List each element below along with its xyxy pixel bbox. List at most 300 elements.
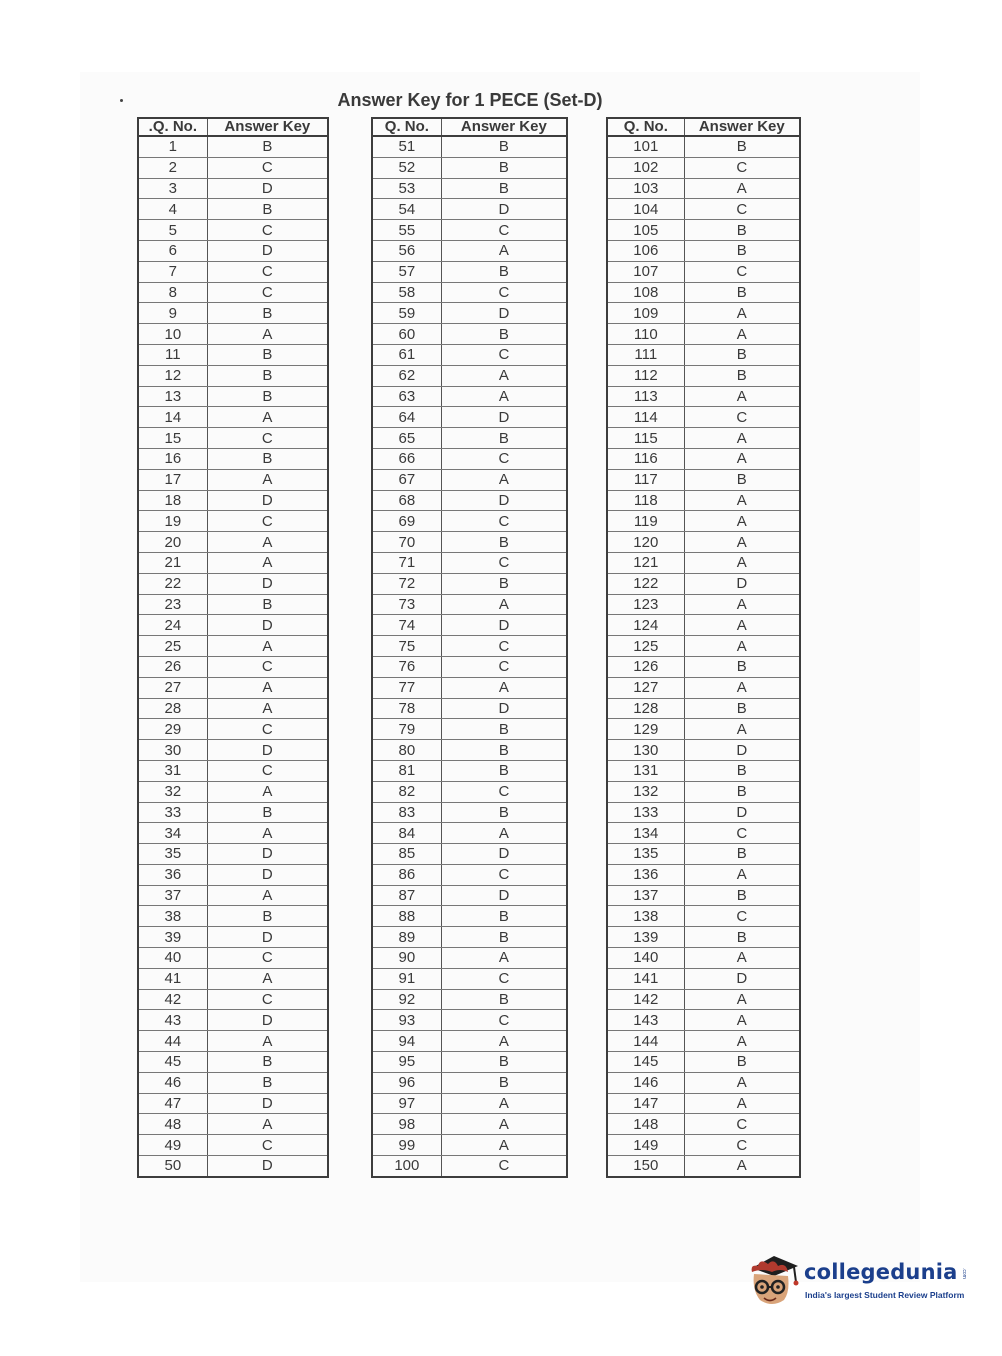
table-row (372, 677, 567, 698)
table-row (607, 490, 800, 511)
table-row (372, 698, 567, 719)
question-number-cell: 30 (138, 740, 207, 761)
answer-cell: A (684, 448, 800, 469)
table-row (372, 740, 567, 761)
table-row (607, 532, 800, 553)
answer-cell: A (207, 532, 328, 553)
question-number-cell: 135 (607, 844, 684, 865)
answer-cell: A (441, 386, 567, 407)
question-number-cell: 113 (607, 386, 684, 407)
table-row (372, 157, 567, 178)
table-row (607, 157, 800, 178)
answer-cell: C (684, 199, 800, 220)
table-row (372, 823, 567, 844)
question-number-cell: 146 (607, 1072, 684, 1093)
question-number-cell: 35 (138, 844, 207, 865)
answer-cell: A (441, 1114, 567, 1135)
answer-cell: A (684, 864, 800, 885)
table-row (607, 303, 800, 324)
answer-cell: D (441, 490, 567, 511)
answer-cell: C (207, 989, 328, 1010)
table-row (607, 511, 800, 532)
question-number-cell: 56 (372, 240, 441, 261)
table-row (607, 365, 800, 386)
answer-cell: A (684, 989, 800, 1010)
table-row (372, 927, 567, 948)
answer-cell: C (441, 781, 567, 802)
answer-cell: D (684, 573, 800, 594)
answer-table-3 (606, 117, 801, 1178)
question-number-cell: 74 (372, 615, 441, 636)
answer-cell: D (441, 199, 567, 220)
table-row (372, 802, 567, 823)
table-row (607, 1093, 800, 1114)
answer-cell: B (684, 1052, 800, 1073)
question-number-cell: 134 (607, 823, 684, 844)
answer-cell: A (207, 823, 328, 844)
answer-cell: A (207, 1114, 328, 1135)
question-number-cell: 17 (138, 469, 207, 490)
answer-cell: D (261, 1157, 273, 1175)
table-row (372, 1135, 567, 1156)
answer-cell: B (441, 136, 567, 157)
answer-cell: A (684, 594, 800, 615)
question-number-cell: 150 (607, 1156, 684, 1177)
answer-cell: A (736, 1157, 747, 1175)
table-row (607, 1135, 800, 1156)
table-row (372, 1010, 567, 1031)
table-row (138, 1135, 328, 1156)
table-row (607, 386, 800, 407)
table-row (607, 344, 800, 365)
question-number-cell: 5 (138, 220, 207, 241)
table-row (138, 615, 328, 636)
question-number-cell: 115 (607, 428, 684, 449)
question-number-cell: 142 (607, 989, 684, 1010)
question-number-cell: 24 (138, 615, 207, 636)
answer-cell: A (441, 240, 567, 261)
table-row (138, 1072, 328, 1093)
question-number-cell: 42 (138, 989, 207, 1010)
table-row (607, 240, 800, 261)
question-number-cell: 47 (138, 1093, 207, 1114)
answer-cell: A (684, 532, 800, 553)
question-number-cell: 65 (372, 428, 441, 449)
table-row (607, 282, 800, 303)
answer-key-header: Answer Key (441, 118, 567, 136)
answer-cell: D (207, 240, 328, 261)
answer-cell: A (441, 1093, 567, 1114)
table-row (138, 324, 328, 345)
question-number-cell: 52 (372, 157, 441, 178)
question-number-cell: 70 (372, 532, 441, 553)
question-number-cell: 29 (138, 719, 207, 740)
table-row (607, 1072, 800, 1093)
table-row (138, 178, 328, 199)
logo-domain-suffix: .com (961, 1268, 967, 1279)
question-number-cell: 88 (372, 906, 441, 927)
answer-cell: C (441, 552, 567, 573)
table-row (372, 428, 567, 449)
question-number-cell: 99 (372, 1135, 441, 1156)
question-number-cell: 132 (607, 781, 684, 802)
question-number-cell: 129 (607, 719, 684, 740)
question-number-cell: 95 (372, 1052, 441, 1073)
answer-cell: B (684, 844, 800, 865)
answer-cell: B (207, 136, 328, 157)
question-number-cell: 101 (607, 136, 684, 157)
question-number-cell: 2 (138, 157, 207, 178)
table-row (372, 344, 567, 365)
table-row (607, 552, 800, 573)
question-number-cell: 40 (138, 948, 207, 969)
question-number-cell: 55 (372, 220, 441, 241)
question-number-cell: 104 (607, 199, 684, 220)
table-row (372, 1156, 567, 1177)
question-number-cell: 48 (138, 1114, 207, 1135)
question-number-cell: 126 (607, 656, 684, 677)
question-number-cell: 141 (607, 968, 684, 989)
question-number-cell: 109 (607, 303, 684, 324)
table-row (372, 178, 567, 199)
table-row (372, 656, 567, 677)
answer-cell: B (684, 760, 800, 781)
table-row (372, 948, 567, 969)
answer-cell: D (207, 740, 328, 761)
question-number-cell: 32 (138, 781, 207, 802)
answer-cell: A (441, 365, 567, 386)
answer-cell: A (684, 386, 800, 407)
answer-cell: D (207, 864, 328, 885)
table-row (138, 844, 328, 865)
question-number-cell: 96 (372, 1072, 441, 1093)
table-row (138, 698, 328, 719)
table-row (138, 1114, 328, 1135)
table-row (138, 282, 328, 303)
answer-cell: B (441, 157, 567, 178)
question-number-cell: 72 (372, 573, 441, 594)
table-row (138, 199, 328, 220)
question-number-cell: 19 (138, 511, 207, 532)
table-row (138, 428, 328, 449)
answer-cell: C (498, 1157, 510, 1175)
table-row (372, 615, 567, 636)
table-row (138, 719, 328, 740)
question-number-cell: 82 (372, 781, 441, 802)
answer-cell: A (684, 636, 800, 657)
answer-cell: C (441, 636, 567, 657)
question-number-cell: 50 (138, 1156, 207, 1177)
table-row (372, 989, 567, 1010)
question-number-cell: 67 (372, 469, 441, 490)
answer-cell: C (207, 428, 328, 449)
table-row (607, 428, 800, 449)
question-number-cell: 117 (607, 469, 684, 490)
table-row (372, 1031, 567, 1052)
answer-table-2 (371, 117, 568, 1178)
page-title: Answer Key for 1 PECE (Set-D) (337, 90, 603, 110)
answer-cell: B (207, 906, 328, 927)
answer-cell: D (207, 1093, 328, 1114)
answer-cell: B (684, 136, 800, 157)
answer-cell: B (441, 178, 567, 199)
table-row (607, 1052, 800, 1073)
question-number-cell: 77 (372, 677, 441, 698)
question-number-cell: 22 (138, 573, 207, 594)
logo-wordmark: collegedunia (804, 1260, 958, 1284)
answer-cell: B (441, 906, 567, 927)
question-number-cell: 83 (372, 802, 441, 823)
question-number-cell: 87 (372, 885, 441, 906)
answer-cell: C (684, 1135, 800, 1156)
question-number-cell: 63 (372, 386, 441, 407)
answer-cell: C (207, 656, 328, 677)
answer-cell: A (684, 178, 800, 199)
question-number-cell: 41 (138, 968, 207, 989)
answer-cell: A (441, 948, 567, 969)
question-number-cell: 145 (607, 1052, 684, 1073)
answer-cell: D (207, 490, 328, 511)
answer-cell: A (684, 719, 800, 740)
answer-cell: C (684, 261, 800, 282)
collegedunia-logo (744, 1250, 974, 1312)
answer-cell: C (207, 511, 328, 532)
answer-cell: B (207, 386, 328, 407)
answer-cell: A (207, 636, 328, 657)
table-row (607, 906, 800, 927)
answer-cell: C (207, 948, 328, 969)
answer-cell: B (441, 1072, 567, 1093)
question-number-cell: 84 (372, 823, 441, 844)
table-row (372, 324, 567, 345)
answer-cell: D (207, 844, 328, 865)
question-number-cell: 37 (138, 885, 207, 906)
answer-cell: D (441, 407, 567, 428)
answer-cell: A (684, 1010, 800, 1031)
answer-cell: A (684, 303, 800, 324)
table-row (607, 199, 800, 220)
question-number-cell: 93 (372, 1010, 441, 1031)
answer-table-1 (137, 117, 329, 1178)
table-row (372, 282, 567, 303)
table-row (607, 573, 800, 594)
question-number-cell: 57 (372, 261, 441, 282)
answer-cell: D (684, 740, 800, 761)
question-number-cell: 18 (138, 490, 207, 511)
table-row (607, 781, 800, 802)
table-row (372, 844, 567, 865)
table-row (372, 220, 567, 241)
table-row (607, 469, 800, 490)
answer-cell: B (441, 802, 567, 823)
table-row (138, 677, 328, 698)
answer-cell: A (207, 885, 328, 906)
question-number-cell: 128 (607, 698, 684, 719)
answer-cell: A (684, 1072, 800, 1093)
answer-cell: D (207, 615, 328, 636)
question-number-cell: 90 (372, 948, 441, 969)
question-number-cell: 138 (607, 906, 684, 927)
question-number-cell: 69 (372, 511, 441, 532)
question-number-cell: 116 (607, 448, 684, 469)
question-number-cell: 118 (607, 490, 684, 511)
table-row (372, 469, 567, 490)
answer-cell: B (684, 240, 800, 261)
table-row (607, 740, 800, 761)
table-row (607, 1010, 800, 1031)
answer-cell: D (207, 178, 328, 199)
answer-cell: D (684, 968, 800, 989)
answer-cell: A (684, 1093, 800, 1114)
answer-cell: B (441, 324, 567, 345)
answer-cell: C (441, 1010, 567, 1031)
question-number-cell: 94 (372, 1031, 441, 1052)
table-row (372, 136, 567, 157)
table-row (607, 636, 800, 657)
table-row (607, 220, 800, 241)
question-number-cell: 21 (138, 552, 207, 573)
table-row (138, 760, 328, 781)
question-number-cell: 6 (138, 240, 207, 261)
question-number-header: Q. No. (607, 118, 684, 136)
answer-cell: B (207, 344, 328, 365)
table-row (138, 781, 328, 802)
table-row (138, 823, 328, 844)
answer-cell: A (684, 677, 800, 698)
question-number-cell: 114 (607, 407, 684, 428)
answer-cell: B (441, 740, 567, 761)
question-number-cell: 137 (607, 885, 684, 906)
question-number-cell: 64 (372, 407, 441, 428)
question-number-cell: 131 (607, 760, 684, 781)
answer-cell: A (207, 324, 328, 345)
table-row (372, 1114, 567, 1135)
question-number-cell: 98 (372, 1114, 441, 1135)
answer-cell: A (441, 594, 567, 615)
answer-cell: A (684, 1031, 800, 1052)
question-number-cell: 54 (372, 199, 441, 220)
table-row (372, 365, 567, 386)
question-number-cell: 92 (372, 989, 441, 1010)
table-row (138, 864, 328, 885)
answer-cell: B (207, 199, 328, 220)
answer-cell: C (441, 511, 567, 532)
question-number-cell: 144 (607, 1031, 684, 1052)
answer-cell: A (207, 469, 328, 490)
question-number-cell: 59 (372, 303, 441, 324)
answer-cell: C (207, 719, 328, 740)
table-row (372, 303, 567, 324)
table-row (607, 261, 800, 282)
question-number-cell: 4 (138, 199, 207, 220)
question-number-cell: 80 (372, 740, 441, 761)
answer-cell: B (684, 469, 800, 490)
answer-cell: B (684, 365, 800, 386)
answer-cell: A (684, 428, 800, 449)
table-row (372, 448, 567, 469)
question-number-cell: 79 (372, 719, 441, 740)
question-number-cell: 112 (607, 365, 684, 386)
answer-cell: A (207, 781, 328, 802)
answer-cell: B (441, 428, 567, 449)
table-row (138, 1052, 328, 1073)
table-row (607, 719, 800, 740)
question-number-cell: 16 (138, 448, 207, 469)
answer-cell: A (207, 698, 328, 719)
answer-key-header: Answer Key (207, 118, 328, 136)
table-row (607, 760, 800, 781)
answer-cell: A (684, 324, 800, 345)
answer-cell: B (684, 282, 800, 303)
answer-cell: C (441, 220, 567, 241)
table-row (372, 781, 567, 802)
question-number-cell: 45 (138, 1052, 207, 1073)
question-number-cell: 31 (138, 760, 207, 781)
question-number-cell: 78 (372, 698, 441, 719)
question-number-cell: 23 (138, 594, 207, 615)
table-row (138, 906, 328, 927)
table-row (138, 989, 328, 1010)
table-row (138, 927, 328, 948)
question-number-cell: 86 (372, 864, 441, 885)
answer-cell: C (207, 157, 328, 178)
answer-cell: A (684, 511, 800, 532)
question-number-cell: 61 (372, 344, 441, 365)
answer-cell: A (207, 407, 328, 428)
table-row (372, 407, 567, 428)
question-number-cell: 58 (372, 282, 441, 303)
table-row (138, 303, 328, 324)
question-number-cell: 106 (607, 240, 684, 261)
table-row (372, 1093, 567, 1114)
answer-cell: B (207, 365, 328, 386)
answer-cell: B (684, 927, 800, 948)
table-row (138, 1093, 328, 1114)
question-number-cell: 46 (138, 1072, 207, 1093)
table-row (138, 552, 328, 573)
table-row (138, 1031, 328, 1052)
table-row (138, 448, 328, 469)
answer-cell: D (207, 1010, 328, 1031)
question-number-header: Q. No. (372, 118, 441, 136)
table-row (607, 656, 800, 677)
question-number-cell: 36 (138, 864, 207, 885)
question-number-cell: 20 (138, 532, 207, 553)
question-number-cell: 89 (372, 927, 441, 948)
question-number-cell: 28 (138, 698, 207, 719)
table-row (607, 615, 800, 636)
table-row (138, 636, 328, 657)
answer-cell: A (441, 1135, 567, 1156)
table-row (138, 594, 328, 615)
question-number-cell: 26 (138, 656, 207, 677)
answer-cell: D (207, 927, 328, 948)
answer-cell: B (207, 448, 328, 469)
question-number-cell: 105 (607, 220, 684, 241)
answer-cell: B (441, 532, 567, 553)
question-number-cell: 121 (607, 552, 684, 573)
table-row (138, 386, 328, 407)
table-row (138, 511, 328, 532)
question-number-cell: 140 (607, 948, 684, 969)
question-number-cell: 33 (138, 802, 207, 823)
question-number-cell: 148 (607, 1114, 684, 1135)
question-number-cell: 13 (138, 386, 207, 407)
answer-cell: B (207, 1052, 328, 1073)
answer-cell: C (441, 448, 567, 469)
student-mascot-icon (744, 1250, 802, 1312)
question-number-cell: 49 (138, 1135, 207, 1156)
